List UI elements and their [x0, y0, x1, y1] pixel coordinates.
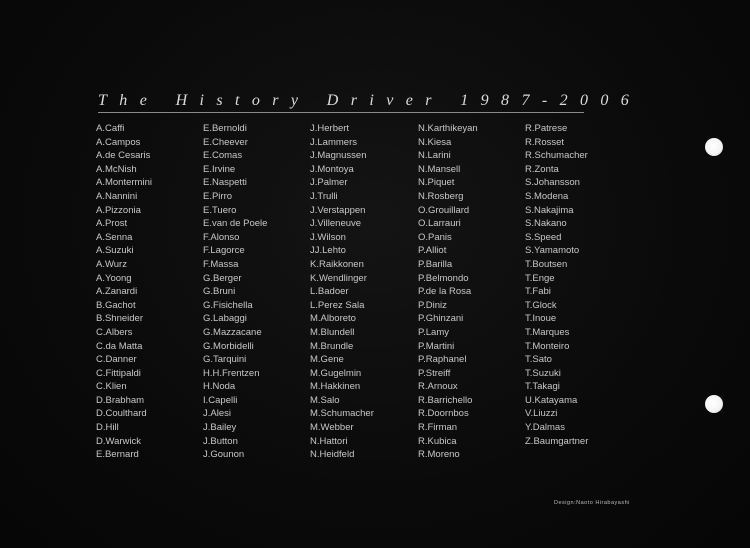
driver-name: V.Liuzzi — [525, 408, 558, 420]
driver-name: I.Capelli — [203, 394, 238, 406]
driver-name: A.Yoong — [96, 272, 132, 284]
driver-name: N.Heidfeld — [310, 449, 355, 461]
driver-name: J.Wilson — [310, 231, 346, 243]
driver-name: R.Zonta — [525, 163, 559, 175]
driver-name: J.Palmer — [310, 177, 348, 189]
driver-name: T.Boutsen — [525, 258, 568, 270]
driver-name: C.da Matta — [96, 340, 143, 352]
driver-name: A.Wurz — [96, 258, 127, 270]
driver-name: A.Nannini — [96, 190, 138, 202]
driver-name: R.Moreno — [418, 449, 460, 461]
driver-name: E.Bernoldi — [203, 123, 247, 134]
driver-name: S.Speed — [525, 231, 562, 243]
driver-name: A.McNish — [96, 163, 137, 175]
driver-name: R.Doornbos — [418, 408, 469, 420]
driver-name: J.Magnussen — [310, 150, 367, 162]
driver-name: M.Alboreto — [310, 313, 356, 325]
driver-name: A.Campos — [96, 136, 141, 148]
driver-name: S.Modena — [525, 190, 569, 202]
driver-name: A.Prost — [96, 218, 128, 230]
driver-name: B.Shneider — [96, 313, 144, 325]
driver-name: T.Glock — [525, 299, 557, 311]
driver-name: R.Rosset — [525, 136, 565, 148]
driver-name: R.Barrichello — [418, 394, 473, 406]
design-credit: Design:Naoto Hirabayashi — [554, 500, 630, 506]
driver-name: J.Montoya — [310, 163, 354, 175]
driver-name: T.Takagi — [525, 381, 560, 393]
driver-name: E.Naspetti — [203, 177, 247, 189]
driver-name: D.Hill — [96, 422, 119, 434]
driver-name: G.Bruni — [203, 286, 236, 298]
driver-name: J.Verstappen — [310, 204, 366, 216]
driver-name: O.Larrauri — [418, 218, 461, 230]
driver-column-4 — [418, 122, 478, 462]
driver-name: P.Ghinzani — [418, 313, 464, 325]
driver-name: N.Rosberg — [418, 190, 464, 202]
driver-name: G.Fisichella — [203, 299, 253, 311]
driver-name: P.de la Rosa — [418, 286, 472, 298]
driver-name: F.Massa — [203, 258, 239, 270]
binder-hole-bottom — [705, 395, 723, 413]
driver-name: N.Piquet — [418, 177, 455, 189]
driver-name: E.Cheever — [203, 136, 248, 148]
driver-name: M.Blundell — [310, 326, 355, 338]
driver-name: N.Mansell — [418, 163, 461, 175]
driver-name: D.Coulthard — [96, 408, 147, 420]
driver-name: A.Caffi — [96, 123, 125, 134]
driver-name: K.Raikkonen — [310, 258, 364, 270]
driver-name: B.Gachot — [96, 299, 136, 311]
driver-name: T.Marques — [525, 326, 570, 338]
driver-name: D.Warwick — [96, 435, 142, 447]
driver-name: A.Suzuki — [96, 245, 134, 257]
driver-name: N.Karthikeyan — [418, 123, 478, 134]
driver-name: E.Pirro — [203, 190, 233, 202]
driver-name: S.Nakano — [525, 218, 567, 230]
driver-name: H.H.Frentzen — [203, 367, 260, 379]
title-underline — [98, 112, 584, 113]
driver-name: G.Morbidelli — [203, 340, 254, 352]
driver-name: K.Wendlinger — [310, 272, 367, 284]
driver-name: O.Panis — [418, 231, 452, 243]
driver-name: D.Brabham — [96, 394, 145, 406]
driver-name: G.Tarquini — [203, 354, 247, 366]
driver-name: F.Alonso — [203, 231, 240, 243]
driver-column-5 — [525, 122, 588, 448]
driver-column-3 — [310, 122, 374, 462]
driver-name: L.Badoer — [310, 286, 349, 298]
driver-name: T.Monteiro — [525, 340, 570, 352]
driver-name: N.Hattori — [310, 435, 348, 447]
driver-name: T.Fabi — [525, 286, 551, 298]
driver-name: R.Patrese — [525, 123, 568, 134]
driver-name: C.Danner — [96, 354, 137, 366]
driver-name: J.Lammers — [310, 136, 357, 148]
driver-name: P.Martini — [418, 340, 455, 352]
driver-name: N.Kiesa — [418, 136, 452, 148]
driver-name: M.Brundle — [310, 340, 354, 352]
driver-name: E.Tuero — [203, 204, 237, 216]
driver-name: G.Labaggi — [203, 313, 247, 325]
driver-name: E.Bernard — [96, 449, 139, 461]
driver-name: J.Button — [203, 435, 238, 447]
driver-name: E.Irvine — [203, 163, 236, 175]
driver-name: C.Fittipaldi — [96, 367, 141, 379]
driver-name: J.Herbert — [310, 123, 350, 134]
driver-name: M.Webber — [310, 422, 354, 434]
driver-name: T.Inoue — [525, 313, 557, 325]
driver-name: Y.Dalmas — [525, 422, 565, 434]
driver-name: P.Belmondo — [418, 272, 469, 284]
driver-name: J.Trulli — [310, 190, 338, 202]
driver-name: G.Mazzacane — [203, 326, 262, 338]
driver-name: M.Hakkinen — [310, 381, 361, 393]
driver-name: P.Diniz — [418, 299, 447, 311]
driver-name: N.Larini — [418, 150, 451, 162]
driver-name: L.Perez Sala — [310, 299, 365, 311]
driver-name: G.Berger — [203, 272, 242, 284]
driver-name: A.Pizzonia — [96, 204, 141, 216]
driver-name: P.Barilla — [418, 258, 453, 270]
driver-name: S.Johansson — [525, 177, 580, 189]
driver-name: J.Alesi — [203, 408, 231, 420]
driver-column-1 — [96, 122, 152, 462]
driver-name: C.Klien — [96, 381, 127, 393]
driver-name: H.Noda — [203, 381, 236, 393]
driver-name: E.van de Poele — [203, 218, 268, 230]
driver-name: T.Sato — [525, 354, 552, 366]
driver-name: P.Raphanel — [418, 354, 467, 366]
driver-name: A.Senna — [96, 231, 133, 243]
driver-name: R.Kubica — [418, 435, 457, 447]
driver-name: P.Alliot — [418, 245, 447, 257]
driver-name: P.Streiff — [418, 367, 451, 379]
driver-name: R.Schumacher — [525, 150, 588, 162]
driver-name: S.Yamamoto — [525, 245, 580, 257]
driver-column-2 — [203, 122, 267, 462]
driver-name: J.Villeneuve — [310, 218, 362, 230]
driver-name: M.Salo — [310, 394, 340, 406]
driver-name: JJ.Lehto — [310, 245, 346, 257]
driver-name: A.de Cesaris — [96, 150, 151, 162]
driver-name: A.Montermini — [96, 177, 152, 189]
driver-name: O.Grouillard — [418, 204, 470, 216]
driver-name: T.Suzuki — [525, 367, 561, 379]
driver-name: C.Albers — [96, 326, 133, 338]
driver-name: U.Katayama — [525, 394, 578, 406]
driver-name: T.Enge — [525, 272, 555, 284]
driver-name: E.Comas — [203, 150, 243, 162]
driver-name: M.Schumacher — [310, 408, 374, 420]
binder-hole-top — [705, 138, 723, 156]
page-title: The History Driver 1987-2006 — [98, 92, 642, 109]
driver-name: J.Gounon — [203, 449, 245, 461]
driver-name: M.Gugelmin — [310, 367, 362, 379]
driver-name: F.Lagorce — [203, 245, 245, 257]
driver-name: J.Bailey — [203, 422, 237, 434]
driver-name: Z.Baumgartner — [525, 435, 589, 447]
driver-name: M.Gene — [310, 354, 344, 366]
driver-name: R.Arnoux — [418, 381, 458, 393]
driver-name: R.Firman — [418, 422, 458, 434]
driver-name: A.Zanardi — [96, 286, 138, 298]
driver-name: S.Nakajima — [525, 204, 574, 216]
driver-name: P.Lamy — [418, 326, 449, 338]
